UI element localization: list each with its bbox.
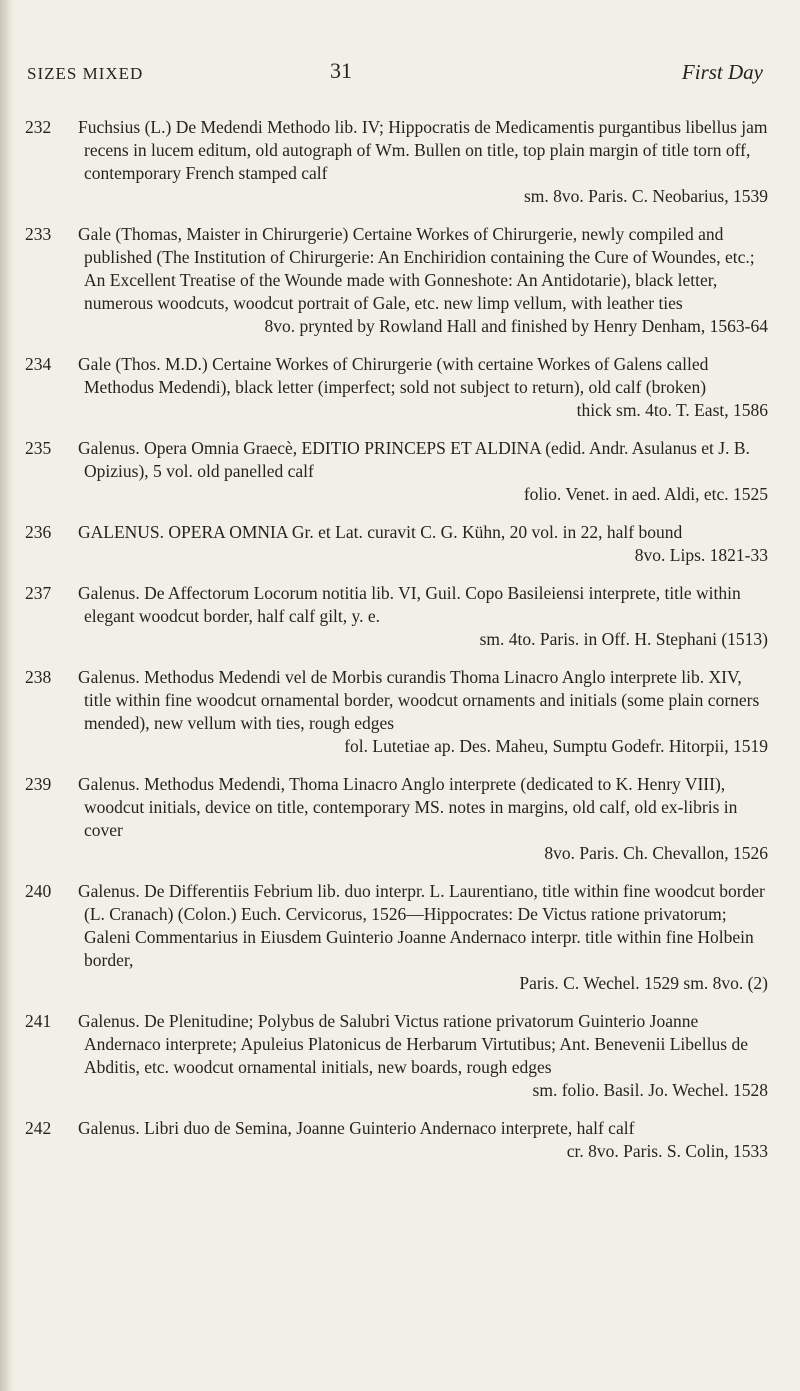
lot-imprint: thick sm. 4to. T. East, 1586 (576, 400, 768, 420)
lot-number: 236 (25, 522, 52, 542)
lot-imprint: 8vo. prynted by Rowland Hall and finished by Henry Denham, 1563-64 (264, 316, 768, 336)
lot-imprint: Paris. C. Wechel. 1529 sm. 8vo. (2) (519, 973, 768, 993)
lot-entry-240 (25, 880, 768, 995)
lot-entry-238 (25, 666, 768, 758)
lot-number: 233 (25, 224, 52, 244)
lot-entry-232 (25, 116, 768, 208)
lot-description (78, 1117, 768, 1163)
lot-list (25, 116, 768, 1178)
lot-number: 238 (25, 667, 52, 687)
lot-entry-233 (25, 223, 768, 338)
lot-entry-242 (25, 1117, 768, 1163)
header-section-label: SIZES MIXED (27, 64, 144, 83)
lot-imprint: sm. folio. Basil. Jo. Wechel. 1528 (532, 1080, 768, 1100)
lot-text: Galenus. De Plenitudine; Polybus de Salubri Victus ratione privatorum Guinterio Joanne Andernaco interprete; Apuleius Platonicus de Herbarum Virtutibus; Ant. Benevenii Libellus de Abditis, etc. woodcut ornamental initials, new boards, rough edges (78, 1011, 748, 1077)
lot-entry-241 (25, 1010, 768, 1102)
lot-entry-235 (25, 437, 768, 506)
lot-text: Galenus. Opera Omnia Graecè, EDITIO PRINCEPS ET ALDINA (edid. Andr. Asulanus et J. B. Opizius), 5 vol. old panelled calf (78, 438, 750, 481)
header-day-label: First Day (681, 60, 763, 84)
lot-text: Fuchsius (L.) De Medendi Methodo lib. IV; Hippocratis de Medicamentis purgantibus libellus jam recens in lucem editum, old autograph of Wm. Bullen on title, top plain margin of title torn off, contemporary French stamped calf (78, 117, 768, 183)
lot-number: 232 (25, 117, 52, 137)
lot-text: GALENUS. OPERA OMNIA Gr. et Lat. curavit C. G. Kühn, 20 vol. in 22, half bound (78, 522, 683, 542)
lot-imprint: 8vo. Paris. Ch. Chevallon, 1526 (544, 843, 768, 863)
lot-text: Gale (Thos. M.D.) Certaine Workes of Chirurgerie (with certaine Workes of Galens called Methodus Medendi), black letter (imperfect; sold not subject to return), old calf (broken) (78, 354, 709, 397)
lot-number: 241 (25, 1011, 52, 1031)
lot-text: Galenus. Libri duo de Semina, Joanne Guinterio Andernaco interprete, half calf (78, 1118, 635, 1138)
lot-description (78, 521, 768, 567)
lot-text: Gale (Thomas, Maister in Chirurgerie) Certaine Workes of Chirurgerie, newly compiled and published (The Institution of Chirurgerie: An Enchiridion containing the Cure of Woundes, etc.; An Excellent Treatise of the Wounde made with Gonneshote: An Antidotarie), black letter, numerous woodcuts, woodcut portrait of Gale, etc. new limp vellum, with leather ties (78, 224, 755, 313)
lot-entry-237 (25, 582, 768, 651)
lot-description (78, 437, 768, 506)
lot-number: 235 (25, 438, 52, 458)
lot-number: 240 (25, 881, 52, 901)
lot-description (78, 582, 768, 651)
lot-imprint: 8vo. Lips. 1821-33 (634, 545, 768, 565)
lot-imprint: sm. 8vo. Paris. C. Neobarius, 1539 (523, 186, 768, 206)
lot-text: Galenus. De Affectorum Locorum notitia lib. VI, Guil. Copo Basileiensi interprete, title within elegant woodcut border, half calf gilt, y. e. (78, 583, 741, 626)
page-header (27, 58, 763, 88)
lot-imprint: folio. Venet. in aed. Aldi, etc. 1525 (523, 484, 768, 504)
lot-text: Galenus. De Differentiis Febrium lib. duo interpr. L. Laurentiano, title within fine woodcut border (L. Cranach) (Colon.) Euch. Cervicorus, 1526—Hippocrates: De Victus ratione privatorum; Galeni Commentarius in Eiusdem Guinterio Joanne Andernaco interpr. title within fine Holbein border, (78, 881, 765, 970)
lot-text: Galenus. Methodus Medendi vel de Morbis curandis Thoma Linacro Anglo interprete lib. XIV, title within fine woodcut ornamental border, woodcut ornaments and initials (some plain corners mended), new vellum with ties, rough edges (78, 667, 760, 733)
lot-description (78, 773, 768, 865)
lot-entry-239 (25, 773, 768, 865)
lot-entry-236 (25, 521, 768, 567)
lot-description (78, 353, 768, 422)
lot-description (78, 1010, 768, 1102)
lot-number: 234 (25, 354, 52, 374)
lot-imprint: fol. Lutetiae ap. Des. Maheu, Sumptu Godefr. Hitorpii, 1519 (344, 736, 768, 756)
lot-imprint: cr. 8vo. Paris. S. Colin, 1533 (566, 1141, 768, 1161)
lot-imprint: sm. 4to. Paris. in Off. H. Stephani (1513) (479, 629, 768, 649)
lot-description (78, 116, 768, 208)
lot-description (78, 666, 768, 758)
lot-text: Galenus. Methodus Medendi, Thoma Linacro Anglo interprete (dedicated to K. Henry VIII), woodcut initials, device on title, contemporary MS. notes in margins, old calf, old ex-libris in cover (78, 774, 738, 840)
page-number: 31 (330, 58, 352, 83)
lot-description (78, 223, 768, 338)
lot-number: 239 (25, 774, 52, 794)
lot-entry-234 (25, 353, 768, 422)
lot-number: 242 (25, 1118, 52, 1138)
page-gutter (0, 0, 14, 1391)
lot-description (78, 880, 768, 995)
lot-number: 237 (25, 583, 52, 603)
